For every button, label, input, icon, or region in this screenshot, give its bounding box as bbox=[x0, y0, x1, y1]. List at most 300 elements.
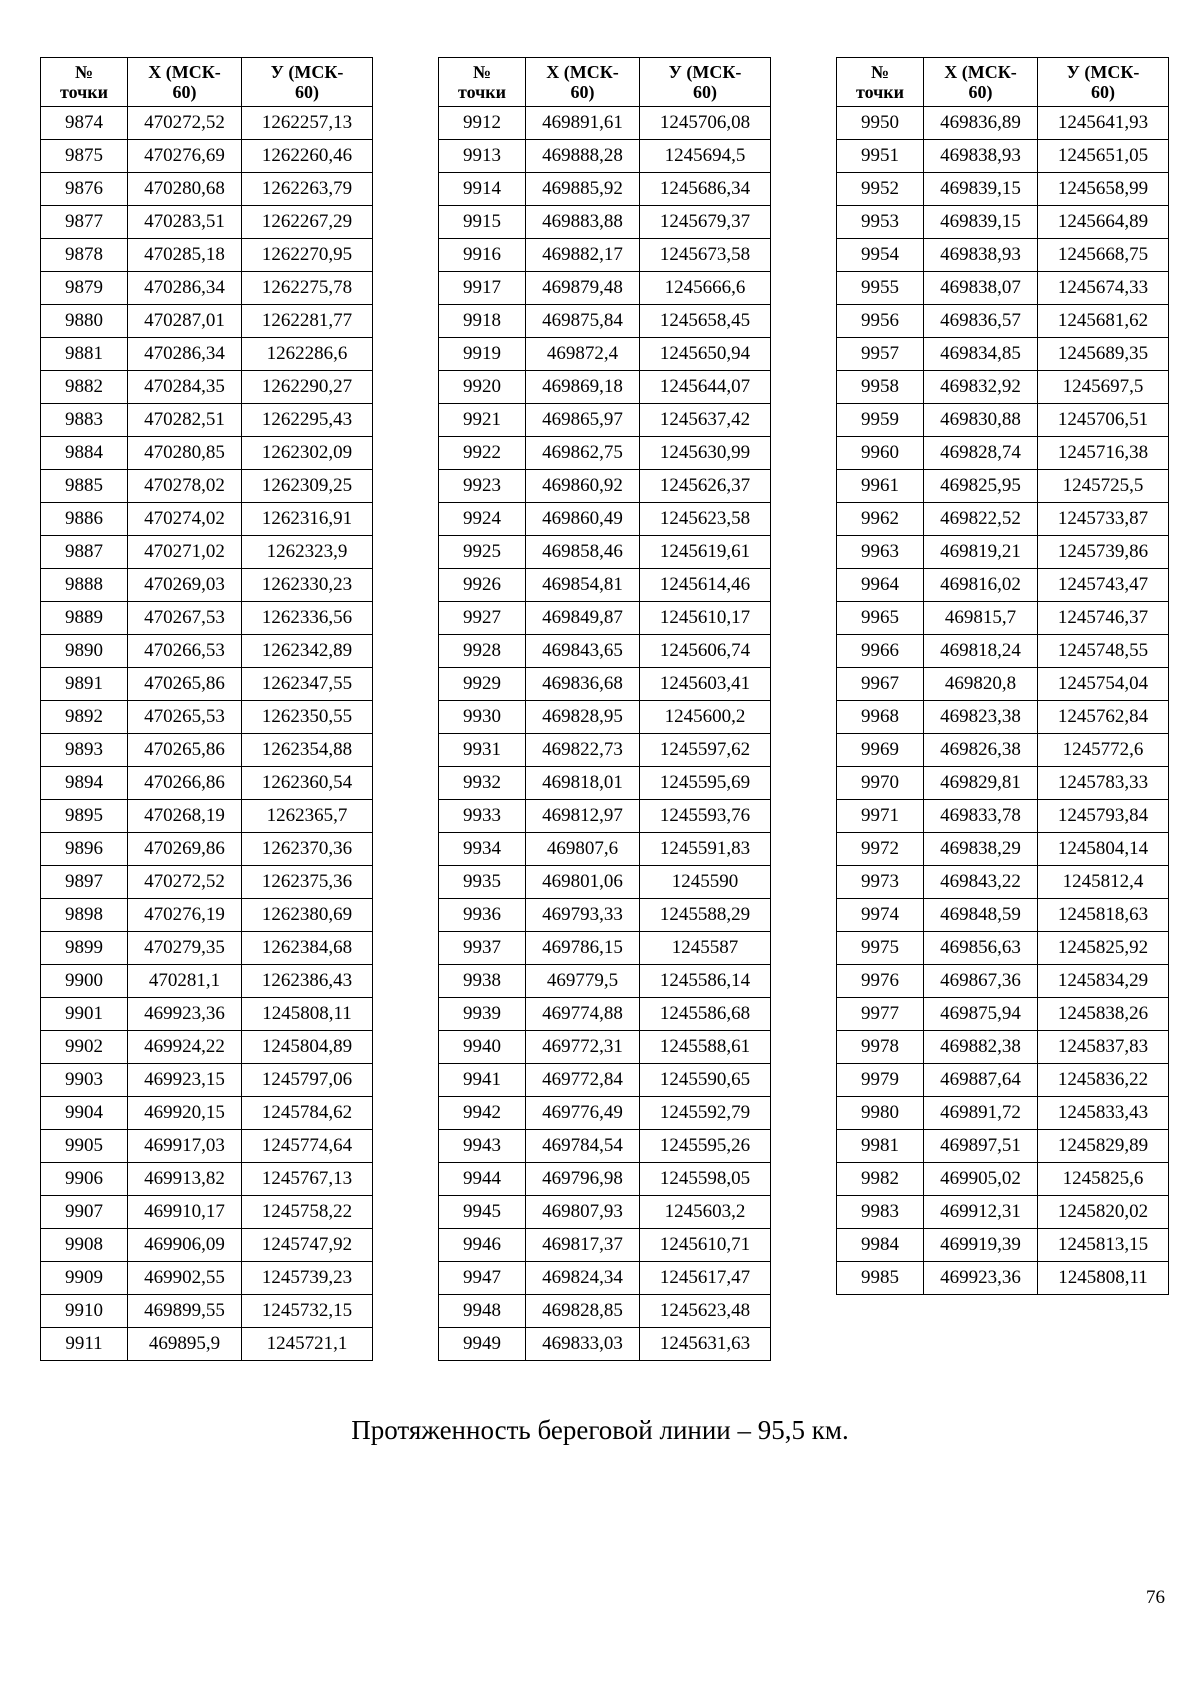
point-number-cell: 9961 bbox=[837, 470, 924, 503]
y-coordinate-cell: 1245588,61 bbox=[640, 1031, 771, 1064]
y-coordinate-cell: 1245721,1 bbox=[242, 1328, 373, 1361]
y-coordinate-cell: 1245637,42 bbox=[640, 404, 771, 437]
y-coordinate-cell: 1245706,51 bbox=[1038, 404, 1169, 437]
table-row bbox=[41, 1097, 373, 1130]
y-coordinate-cell: 1245641,93 bbox=[1038, 107, 1169, 140]
table-row bbox=[837, 371, 1169, 404]
y-coordinate-cell: 1245623,58 bbox=[640, 503, 771, 536]
table-row bbox=[439, 371, 771, 404]
y-coordinate-cell: 1245739,23 bbox=[242, 1262, 373, 1295]
table-row bbox=[41, 206, 373, 239]
x-coordinate-cell: 469825,95 bbox=[924, 470, 1038, 503]
x-coordinate-cell: 469912,31 bbox=[924, 1196, 1038, 1229]
x-coordinate-cell: 470265,86 bbox=[128, 668, 242, 701]
y-coordinate-cell: 1245658,99 bbox=[1038, 173, 1169, 206]
y-coordinate-cell: 1245743,47 bbox=[1038, 569, 1169, 602]
table-row bbox=[41, 1130, 373, 1163]
y-coordinate-cell: 1245694,5 bbox=[640, 140, 771, 173]
table-row bbox=[439, 866, 771, 899]
point-number-cell: 9901 bbox=[41, 998, 128, 1031]
y-coordinate-cell: 1245614,46 bbox=[640, 569, 771, 602]
point-number-cell: 9908 bbox=[41, 1229, 128, 1262]
y-coordinate-cell: 1245733,87 bbox=[1038, 503, 1169, 536]
table-row bbox=[439, 239, 771, 272]
x-coordinate-cell: 469923,15 bbox=[128, 1064, 242, 1097]
x-coordinate-cell: 469818,01 bbox=[526, 767, 640, 800]
table-row bbox=[439, 1163, 771, 1196]
point-number-cell: 9937 bbox=[439, 932, 526, 965]
table-row bbox=[41, 1295, 373, 1328]
x-coordinate-cell: 470286,34 bbox=[128, 338, 242, 371]
point-number-cell: 9895 bbox=[41, 800, 128, 833]
x-coordinate-cell: 469875,84 bbox=[526, 305, 640, 338]
x-coordinate-cell: 469836,57 bbox=[924, 305, 1038, 338]
header-y: У (МСК- 60) bbox=[1038, 58, 1169, 107]
point-number-cell: 9972 bbox=[837, 833, 924, 866]
y-coordinate-cell: 1245783,33 bbox=[1038, 767, 1169, 800]
header-y: У (МСК- 60) bbox=[640, 58, 771, 107]
x-coordinate-cell: 469772,31 bbox=[526, 1031, 640, 1064]
coord-table-3 bbox=[836, 57, 1169, 1295]
table-row bbox=[837, 767, 1169, 800]
y-coordinate-cell: 1245774,64 bbox=[242, 1130, 373, 1163]
x-coordinate-cell: 469816,02 bbox=[924, 569, 1038, 602]
x-coordinate-cell: 469919,39 bbox=[924, 1229, 1038, 1262]
y-coordinate-cell: 1245587 bbox=[640, 932, 771, 965]
point-number-cell: 9960 bbox=[837, 437, 924, 470]
point-number-cell: 9889 bbox=[41, 602, 128, 635]
table-row bbox=[439, 602, 771, 635]
y-coordinate-cell: 1245804,89 bbox=[242, 1031, 373, 1064]
x-coordinate-cell: 470266,86 bbox=[128, 767, 242, 800]
y-coordinate-cell: 1262330,23 bbox=[242, 569, 373, 602]
x-coordinate-cell: 470272,52 bbox=[128, 866, 242, 899]
x-coordinate-cell: 469824,34 bbox=[526, 1262, 640, 1295]
table-row bbox=[837, 272, 1169, 305]
table-row bbox=[41, 305, 373, 338]
table-row bbox=[439, 701, 771, 734]
y-coordinate-cell: 1262286,6 bbox=[242, 338, 373, 371]
y-coordinate-cell: 1245586,68 bbox=[640, 998, 771, 1031]
x-coordinate-cell: 469891,61 bbox=[526, 107, 640, 140]
x-coordinate-cell: 469848,59 bbox=[924, 899, 1038, 932]
x-coordinate-cell: 469776,49 bbox=[526, 1097, 640, 1130]
x-coordinate-cell: 469883,88 bbox=[526, 206, 640, 239]
x-coordinate-cell: 470287,01 bbox=[128, 305, 242, 338]
y-coordinate-cell: 1245838,26 bbox=[1038, 998, 1169, 1031]
header-y: У (МСК- 60) bbox=[242, 58, 373, 107]
table-row bbox=[439, 1328, 771, 1361]
table-row bbox=[439, 338, 771, 371]
x-coordinate-cell: 470267,53 bbox=[128, 602, 242, 635]
table-row bbox=[41, 404, 373, 437]
point-number-cell: 9914 bbox=[439, 173, 526, 206]
table-row bbox=[41, 1031, 373, 1064]
x-coordinate-cell: 469923,36 bbox=[128, 998, 242, 1031]
y-coordinate-cell: 1245588,29 bbox=[640, 899, 771, 932]
point-number-cell: 9982 bbox=[837, 1163, 924, 1196]
point-number-cell: 9918 bbox=[439, 305, 526, 338]
point-number-cell: 9966 bbox=[837, 635, 924, 668]
point-number-cell: 9900 bbox=[41, 965, 128, 998]
point-number-cell: 9947 bbox=[439, 1262, 526, 1295]
table-row bbox=[439, 140, 771, 173]
table-row bbox=[837, 998, 1169, 1031]
x-coordinate-cell: 469860,92 bbox=[526, 470, 640, 503]
x-coordinate-cell: 469860,49 bbox=[526, 503, 640, 536]
x-coordinate-cell: 469812,97 bbox=[526, 800, 640, 833]
x-coordinate-cell: 470276,69 bbox=[128, 140, 242, 173]
table-row bbox=[439, 272, 771, 305]
table-row bbox=[41, 437, 373, 470]
table-row bbox=[41, 800, 373, 833]
table-row bbox=[439, 470, 771, 503]
x-coordinate-cell: 469910,17 bbox=[128, 1196, 242, 1229]
x-coordinate-cell: 470272,52 bbox=[128, 107, 242, 140]
x-coordinate-cell: 469897,51 bbox=[924, 1130, 1038, 1163]
point-number-cell: 9968 bbox=[837, 701, 924, 734]
y-coordinate-cell: 1245623,48 bbox=[640, 1295, 771, 1328]
y-coordinate-cell: 1262386,43 bbox=[242, 965, 373, 998]
table-row bbox=[41, 602, 373, 635]
y-coordinate-cell: 1245674,33 bbox=[1038, 272, 1169, 305]
x-coordinate-cell: 469772,84 bbox=[526, 1064, 640, 1097]
table-row bbox=[439, 800, 771, 833]
point-number-cell: 9893 bbox=[41, 734, 128, 767]
y-coordinate-cell: 1262257,13 bbox=[242, 107, 373, 140]
table-row bbox=[439, 1196, 771, 1229]
point-number-cell: 9919 bbox=[439, 338, 526, 371]
table-row bbox=[439, 1130, 771, 1163]
table-row bbox=[837, 800, 1169, 833]
y-coordinate-cell: 1262350,55 bbox=[242, 701, 373, 734]
x-coordinate-cell: 469823,38 bbox=[924, 701, 1038, 734]
table-row bbox=[439, 536, 771, 569]
point-number-cell: 9929 bbox=[439, 668, 526, 701]
x-coordinate-cell: 470281,1 bbox=[128, 965, 242, 998]
point-number-cell: 9954 bbox=[837, 239, 924, 272]
point-number-cell: 9979 bbox=[837, 1064, 924, 1097]
point-number-cell: 9978 bbox=[837, 1031, 924, 1064]
table-row bbox=[837, 1262, 1169, 1295]
y-coordinate-cell: 1262290,27 bbox=[242, 371, 373, 404]
table-row bbox=[837, 305, 1169, 338]
x-coordinate-cell: 469869,18 bbox=[526, 371, 640, 404]
x-coordinate-cell: 469833,03 bbox=[526, 1328, 640, 1361]
x-coordinate-cell: 469793,33 bbox=[526, 899, 640, 932]
table-row bbox=[439, 437, 771, 470]
point-number-cell: 9903 bbox=[41, 1064, 128, 1097]
x-coordinate-cell: 469807,6 bbox=[526, 833, 640, 866]
x-coordinate-cell: 469895,9 bbox=[128, 1328, 242, 1361]
table-row bbox=[41, 239, 373, 272]
point-number-cell: 9902 bbox=[41, 1031, 128, 1064]
x-coordinate-cell: 469817,37 bbox=[526, 1229, 640, 1262]
x-coordinate-cell: 469905,02 bbox=[924, 1163, 1038, 1196]
point-number-cell: 9896 bbox=[41, 833, 128, 866]
coastline-length-text: Протяженность береговой линии – 95,5 км. bbox=[351, 1415, 849, 1445]
y-coordinate-cell: 1245644,07 bbox=[640, 371, 771, 404]
point-number-cell: 9944 bbox=[439, 1163, 526, 1196]
x-coordinate-cell: 470265,86 bbox=[128, 734, 242, 767]
table-row bbox=[837, 437, 1169, 470]
point-number-cell: 9910 bbox=[41, 1295, 128, 1328]
point-number-cell: 9912 bbox=[439, 107, 526, 140]
table-row bbox=[837, 1229, 1169, 1262]
y-coordinate-cell: 1262342,89 bbox=[242, 635, 373, 668]
y-coordinate-cell: 1245812,4 bbox=[1038, 866, 1169, 899]
coord-table-1 bbox=[40, 57, 373, 1361]
y-coordinate-cell: 1245697,5 bbox=[1038, 371, 1169, 404]
table-row bbox=[439, 998, 771, 1031]
table-row bbox=[41, 635, 373, 668]
point-number-cell: 9928 bbox=[439, 635, 526, 668]
y-coordinate-cell: 1245829,89 bbox=[1038, 1130, 1169, 1163]
table-row bbox=[439, 404, 771, 437]
y-coordinate-cell: 1245600,2 bbox=[640, 701, 771, 734]
y-coordinate-cell: 1245746,37 bbox=[1038, 602, 1169, 635]
point-number-cell: 9922 bbox=[439, 437, 526, 470]
y-coordinate-cell: 1262295,43 bbox=[242, 404, 373, 437]
point-number-cell: 9950 bbox=[837, 107, 924, 140]
point-number-cell: 9882 bbox=[41, 371, 128, 404]
coord-table-2 bbox=[438, 57, 771, 1361]
y-coordinate-cell: 1245758,22 bbox=[242, 1196, 373, 1229]
point-number-cell: 9879 bbox=[41, 272, 128, 305]
x-coordinate-cell: 469839,15 bbox=[924, 206, 1038, 239]
table-row bbox=[837, 173, 1169, 206]
y-coordinate-cell: 1245820,02 bbox=[1038, 1196, 1169, 1229]
table-row bbox=[41, 272, 373, 305]
table-header-row bbox=[439, 58, 771, 107]
y-coordinate-cell: 1245837,83 bbox=[1038, 1031, 1169, 1064]
x-coordinate-cell: 469833,78 bbox=[924, 800, 1038, 833]
point-number-cell: 9965 bbox=[837, 602, 924, 635]
x-coordinate-cell: 469885,92 bbox=[526, 173, 640, 206]
point-number-cell: 9938 bbox=[439, 965, 526, 998]
point-number-cell: 9898 bbox=[41, 899, 128, 932]
x-coordinate-cell: 469826,38 bbox=[924, 734, 1038, 767]
x-coordinate-cell: 470278,02 bbox=[128, 470, 242, 503]
x-coordinate-cell: 469917,03 bbox=[128, 1130, 242, 1163]
point-number-cell: 9945 bbox=[439, 1196, 526, 1229]
y-coordinate-cell: 1245651,05 bbox=[1038, 140, 1169, 173]
point-number-cell: 9888 bbox=[41, 569, 128, 602]
table-row bbox=[41, 965, 373, 998]
point-number-cell: 9874 bbox=[41, 107, 128, 140]
y-coordinate-cell: 1245681,62 bbox=[1038, 305, 1169, 338]
y-coordinate-cell: 1245626,37 bbox=[640, 470, 771, 503]
table-row bbox=[837, 1064, 1169, 1097]
y-coordinate-cell: 1245804,14 bbox=[1038, 833, 1169, 866]
x-coordinate-cell: 470284,35 bbox=[128, 371, 242, 404]
y-coordinate-cell: 1245772,6 bbox=[1038, 734, 1169, 767]
table-row bbox=[41, 470, 373, 503]
table-row bbox=[41, 371, 373, 404]
point-number-cell: 9878 bbox=[41, 239, 128, 272]
point-number-cell: 9932 bbox=[439, 767, 526, 800]
point-number-cell: 9885 bbox=[41, 470, 128, 503]
y-coordinate-cell: 1262263,79 bbox=[242, 173, 373, 206]
point-number-cell: 9974 bbox=[837, 899, 924, 932]
x-coordinate-cell: 469838,29 bbox=[924, 833, 1038, 866]
table-row bbox=[439, 668, 771, 701]
y-coordinate-cell: 1245732,15 bbox=[242, 1295, 373, 1328]
point-number-cell: 9964 bbox=[837, 569, 924, 602]
table-row bbox=[837, 965, 1169, 998]
point-number-cell: 9970 bbox=[837, 767, 924, 800]
table-row bbox=[41, 833, 373, 866]
x-coordinate-cell: 469838,93 bbox=[924, 239, 1038, 272]
point-number-cell: 9943 bbox=[439, 1130, 526, 1163]
y-coordinate-cell: 1245631,63 bbox=[640, 1328, 771, 1361]
table-row bbox=[439, 899, 771, 932]
y-coordinate-cell: 1245610,17 bbox=[640, 602, 771, 635]
x-coordinate-cell: 470280,68 bbox=[128, 173, 242, 206]
table-row bbox=[439, 833, 771, 866]
table-row bbox=[439, 1262, 771, 1295]
header-x: X (МСК- 60) bbox=[526, 58, 640, 107]
table-row bbox=[41, 107, 373, 140]
y-coordinate-cell: 1245590,65 bbox=[640, 1064, 771, 1097]
x-coordinate-cell: 470276,19 bbox=[128, 899, 242, 932]
point-number-cell: 9881 bbox=[41, 338, 128, 371]
x-coordinate-cell: 470279,35 bbox=[128, 932, 242, 965]
point-number-cell: 9949 bbox=[439, 1328, 526, 1361]
table-row bbox=[41, 932, 373, 965]
x-coordinate-cell: 469862,75 bbox=[526, 437, 640, 470]
point-number-cell: 9948 bbox=[439, 1295, 526, 1328]
x-coordinate-cell: 470286,34 bbox=[128, 272, 242, 305]
point-number-cell: 9905 bbox=[41, 1130, 128, 1163]
y-coordinate-cell: 1262354,88 bbox=[242, 734, 373, 767]
point-number-cell: 9976 bbox=[837, 965, 924, 998]
x-coordinate-cell: 469838,93 bbox=[924, 140, 1038, 173]
point-number-cell: 9915 bbox=[439, 206, 526, 239]
y-coordinate-cell: 1245716,38 bbox=[1038, 437, 1169, 470]
x-coordinate-cell: 469774,88 bbox=[526, 998, 640, 1031]
point-number-cell: 9877 bbox=[41, 206, 128, 239]
table-row bbox=[41, 1262, 373, 1295]
y-coordinate-cell: 1262384,68 bbox=[242, 932, 373, 965]
x-coordinate-cell: 469879,48 bbox=[526, 272, 640, 305]
x-coordinate-cell: 469822,52 bbox=[924, 503, 1038, 536]
point-number-cell: 9875 bbox=[41, 140, 128, 173]
point-number-cell: 9934 bbox=[439, 833, 526, 866]
x-coordinate-cell: 469822,73 bbox=[526, 734, 640, 767]
x-coordinate-cell: 469829,81 bbox=[924, 767, 1038, 800]
point-number-cell: 9916 bbox=[439, 239, 526, 272]
point-number-cell: 9953 bbox=[837, 206, 924, 239]
x-coordinate-cell: 469867,36 bbox=[924, 965, 1038, 998]
table-row bbox=[41, 1328, 373, 1361]
y-coordinate-cell: 1262336,56 bbox=[242, 602, 373, 635]
x-coordinate-cell: 469856,63 bbox=[924, 932, 1038, 965]
table-row bbox=[837, 833, 1169, 866]
header-point-number: № точки bbox=[439, 58, 526, 107]
table-row bbox=[837, 470, 1169, 503]
point-number-cell: 9973 bbox=[837, 866, 924, 899]
y-coordinate-cell: 1262275,78 bbox=[242, 272, 373, 305]
table-row bbox=[41, 536, 373, 569]
y-coordinate-cell: 1262370,36 bbox=[242, 833, 373, 866]
x-coordinate-cell: 469786,15 bbox=[526, 932, 640, 965]
table-row bbox=[837, 107, 1169, 140]
x-coordinate-cell: 469820,8 bbox=[924, 668, 1038, 701]
x-coordinate-cell: 469836,68 bbox=[526, 668, 640, 701]
x-coordinate-cell: 469807,93 bbox=[526, 1196, 640, 1229]
y-coordinate-cell: 1245797,06 bbox=[242, 1064, 373, 1097]
point-number-cell: 9951 bbox=[837, 140, 924, 173]
y-coordinate-cell: 1245784,62 bbox=[242, 1097, 373, 1130]
y-coordinate-cell: 1245836,22 bbox=[1038, 1064, 1169, 1097]
x-coordinate-cell: 469838,07 bbox=[924, 272, 1038, 305]
x-coordinate-cell: 469828,95 bbox=[526, 701, 640, 734]
table-row bbox=[41, 1196, 373, 1229]
y-coordinate-cell: 1245666,6 bbox=[640, 272, 771, 305]
y-coordinate-cell: 1262316,91 bbox=[242, 503, 373, 536]
point-number-cell: 9923 bbox=[439, 470, 526, 503]
table-row bbox=[837, 569, 1169, 602]
y-coordinate-cell: 1245739,86 bbox=[1038, 536, 1169, 569]
table-row bbox=[439, 1229, 771, 1262]
x-coordinate-cell: 470266,53 bbox=[128, 635, 242, 668]
y-coordinate-cell: 1245679,37 bbox=[640, 206, 771, 239]
x-coordinate-cell: 469887,64 bbox=[924, 1064, 1038, 1097]
table-row bbox=[837, 1163, 1169, 1196]
table-row bbox=[439, 965, 771, 998]
y-coordinate-cell: 1245762,84 bbox=[1038, 701, 1169, 734]
table-row bbox=[837, 734, 1169, 767]
x-coordinate-cell: 470283,51 bbox=[128, 206, 242, 239]
y-coordinate-cell: 1245606,74 bbox=[640, 635, 771, 668]
table-row bbox=[837, 206, 1169, 239]
x-coordinate-cell: 469913,82 bbox=[128, 1163, 242, 1196]
y-coordinate-cell: 1245748,55 bbox=[1038, 635, 1169, 668]
table-row bbox=[41, 701, 373, 734]
point-number-cell: 9926 bbox=[439, 569, 526, 602]
x-coordinate-cell: 469924,22 bbox=[128, 1031, 242, 1064]
y-coordinate-cell: 1262347,55 bbox=[242, 668, 373, 701]
table-row bbox=[837, 536, 1169, 569]
table-row bbox=[439, 734, 771, 767]
table-row bbox=[837, 1130, 1169, 1163]
table-row bbox=[837, 404, 1169, 437]
y-coordinate-cell: 1245610,71 bbox=[640, 1229, 771, 1262]
x-coordinate-cell: 469875,94 bbox=[924, 998, 1038, 1031]
x-coordinate-cell: 469906,09 bbox=[128, 1229, 242, 1262]
y-coordinate-cell: 1245603,2 bbox=[640, 1196, 771, 1229]
x-coordinate-cell: 470280,85 bbox=[128, 437, 242, 470]
y-coordinate-cell: 1262270,95 bbox=[242, 239, 373, 272]
table-row bbox=[41, 173, 373, 206]
page-number: 76 bbox=[1146, 1587, 1165, 1608]
x-coordinate-cell: 469854,81 bbox=[526, 569, 640, 602]
table-row bbox=[41, 1163, 373, 1196]
y-coordinate-cell: 1245808,11 bbox=[242, 998, 373, 1031]
table-row bbox=[439, 206, 771, 239]
table-row bbox=[41, 899, 373, 932]
point-number-cell: 9959 bbox=[837, 404, 924, 437]
x-coordinate-cell: 469818,24 bbox=[924, 635, 1038, 668]
y-coordinate-cell: 1245834,29 bbox=[1038, 965, 1169, 998]
point-number-cell: 9883 bbox=[41, 404, 128, 437]
point-number-cell: 9940 bbox=[439, 1031, 526, 1064]
point-number-cell: 9984 bbox=[837, 1229, 924, 1262]
table-row bbox=[41, 1229, 373, 1262]
y-coordinate-cell: 1245598,05 bbox=[640, 1163, 771, 1196]
header-x: X (МСК- 60) bbox=[924, 58, 1038, 107]
